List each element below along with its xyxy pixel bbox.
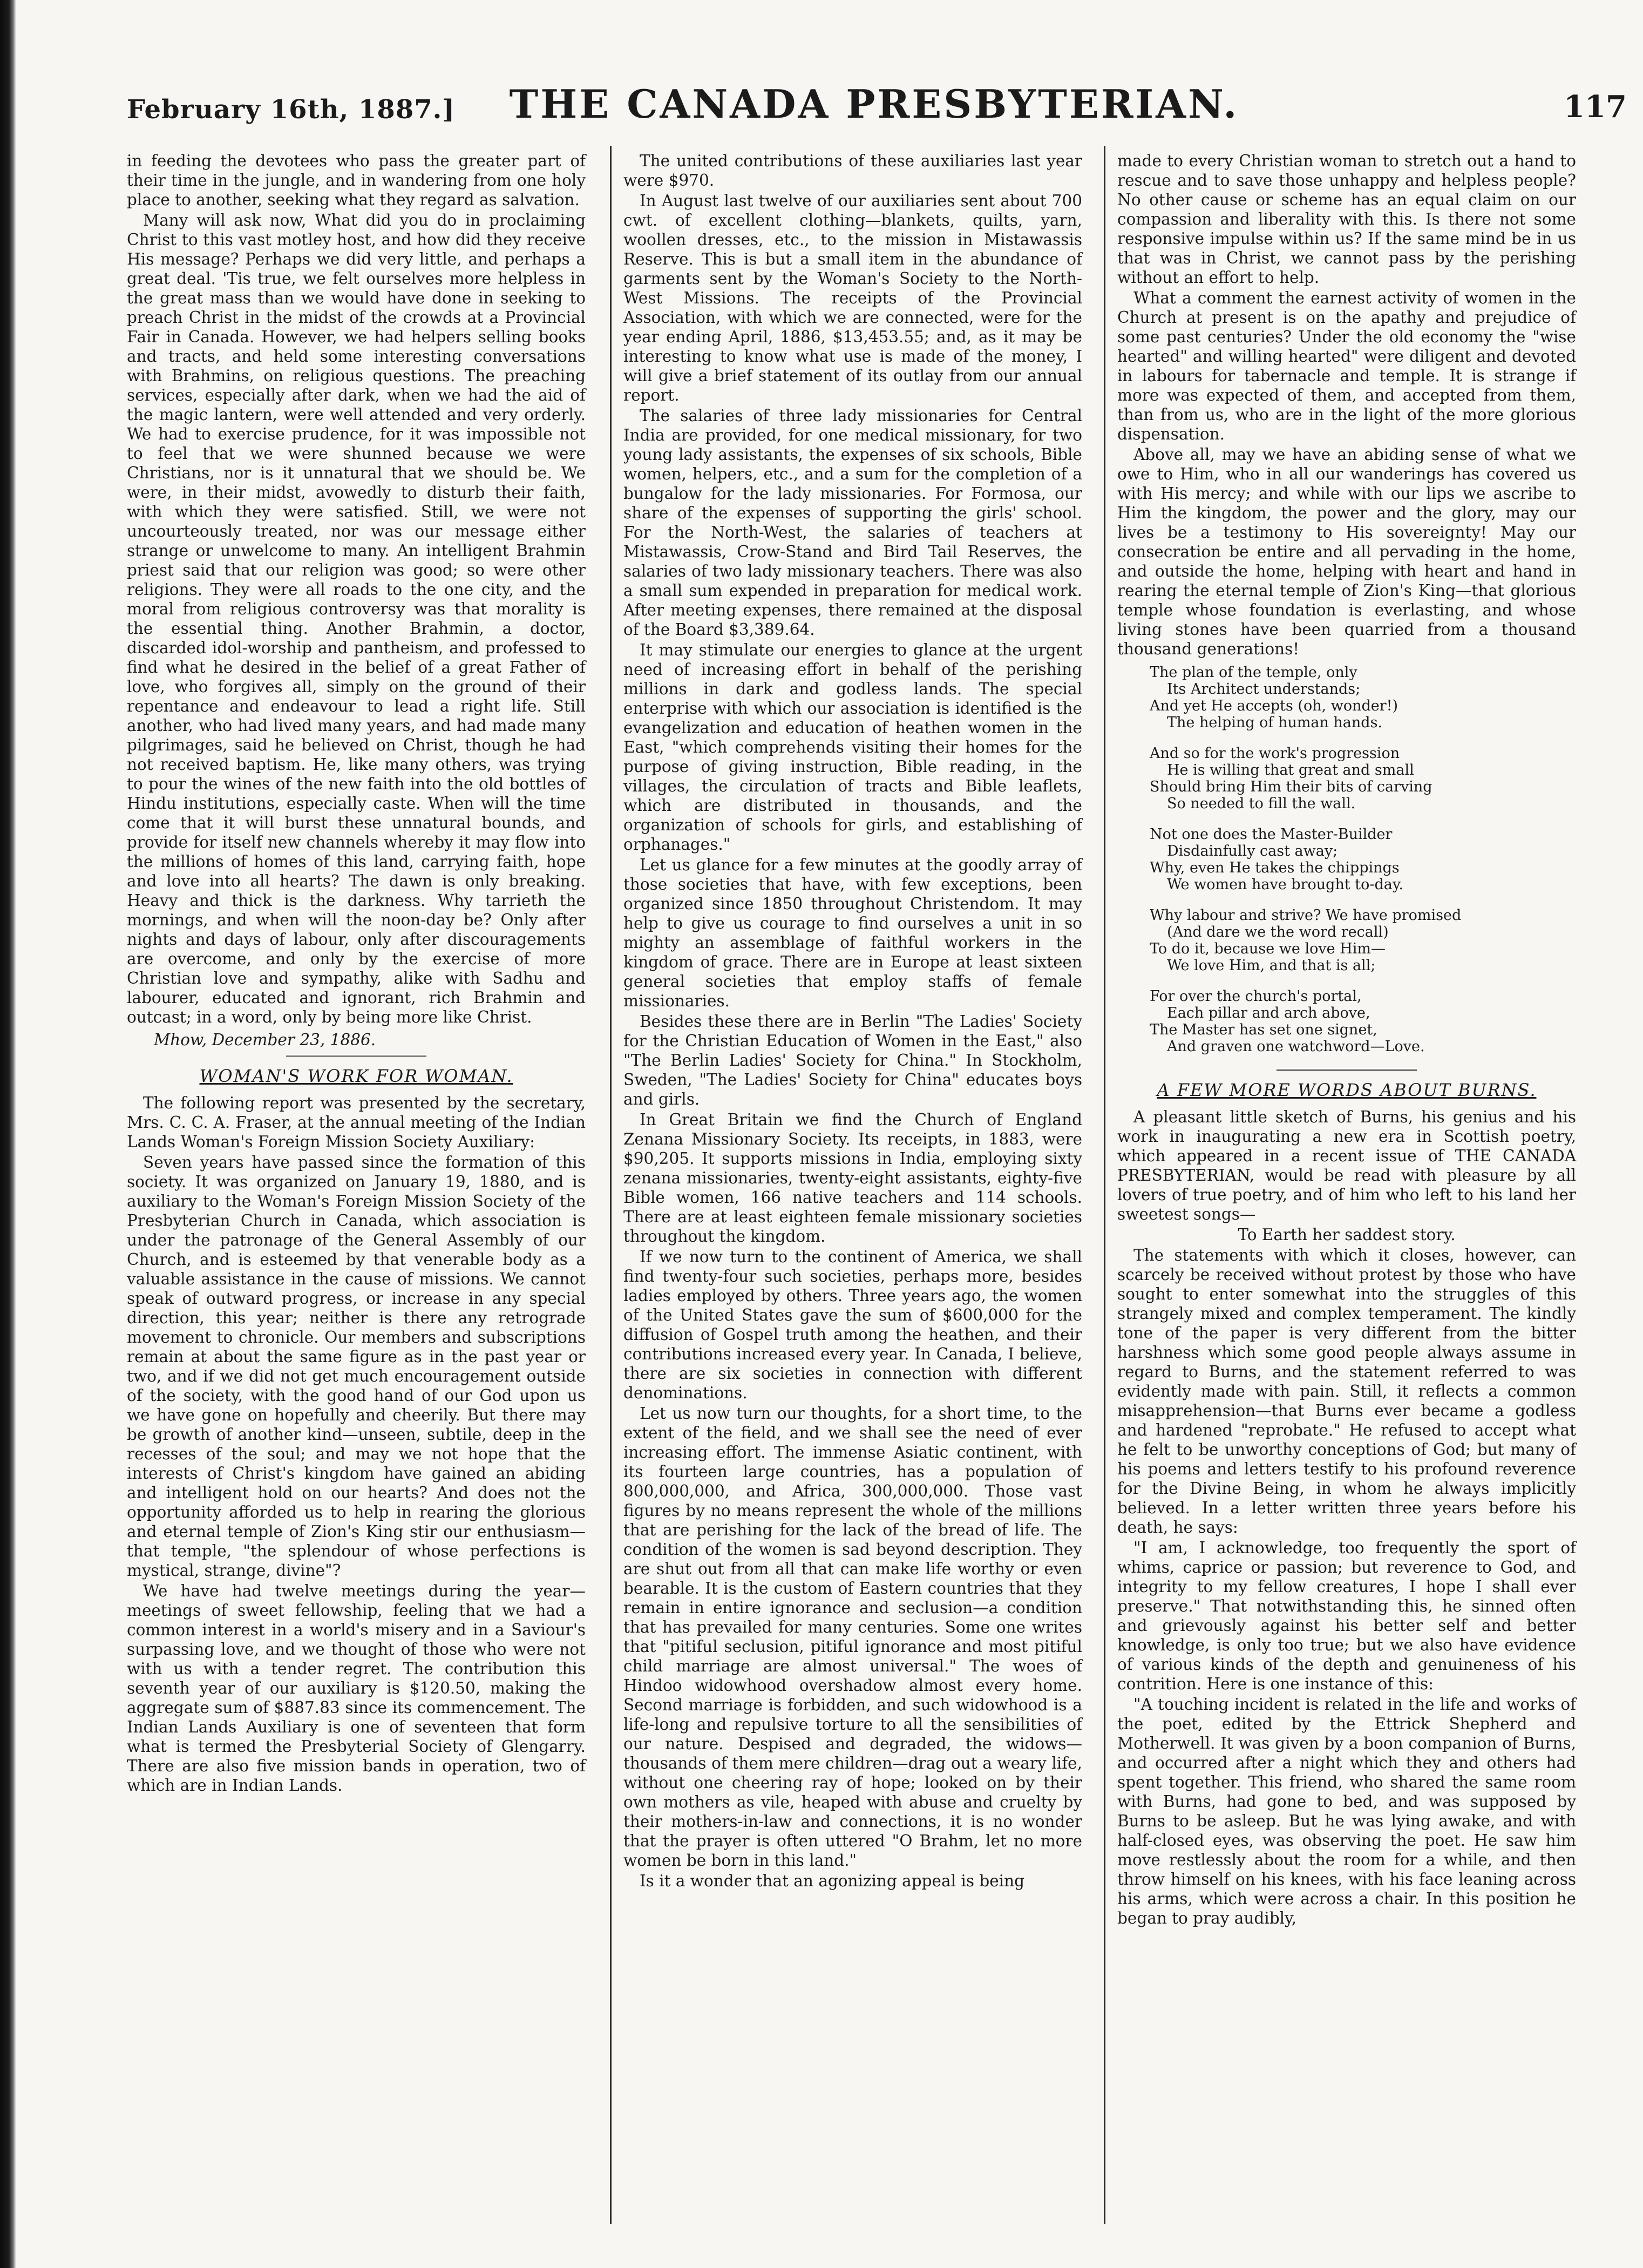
poem-line: Why labour and strive? We have promised — [1150, 907, 1462, 924]
issue-date: February 16th, 1887.] — [127, 94, 456, 125]
article-heading: A FEW MORE WORDS ABOUT BURNS. — [1157, 1080, 1537, 1100]
paragraph: We have had twelve meetings during the year—meetings of sweet fellowship, feeling that we had a common interest in a world's misery and in a Saviour's surpassing love, and we thought of those who were not with us with a tender regret. The contribution this seventh year of our auxiliary is $120.50, making the aggregate sum of $887.83 since its commencement. The Indian Lands Auxiliary is one of seventeen that form what is termed the Presbyterial Society of Glengarry. There are also five mission bands in operation, two of which are in Indian Lands. — [127, 1582, 586, 1795]
column-1 — [127, 151, 586, 1796]
paragraph: Besides these there are in Berlin "The Ladies' Society for the Christian Education of Women in the East," also "The Berlin Ladies' Society for China." In Stockholm, Sweden, "The Ladies' Society for China" educates boys and girls. — [623, 1012, 1082, 1108]
poem — [1150, 664, 1576, 1055]
paragraph: made to every Christian woman to stretch out a hand to rescue and to save those unhappy and helpless people? No other cause or scheme has an equal claim on our compassion and liberality with this. Is there not some responsive impulse within us? If the same mind be in us that was in Christ, we cannot pass by the perishing without an effort to help. — [1117, 152, 1576, 287]
paragraph: Many will ask now, What did you do in proclaiming Christ to this vast motley host, and how did they receive His message? Perhaps we did very little, and perhaps a great deal. 'Tis true, we felt ourselves more helpless in the great mass than we would have done in seeking to preach Christ in the midst of the crowds at a Provincial Fair in Canada. However, we had helpers selling books and tracts, and held some interesting conversations with Brahmins, on religious questions. The preaching services, especially after dark, when we had the aid of the magic lantern, were well attended and very orderly. We had to exercise prudence, for it was impossible not to feel that we were shunned because we were Christians, nor is it unnatural that we should be. We were, in their midst, avowedly to disturb their faith, with which they were satisfied. Still, we were not uncourteously treated, nor was our message either strange or unwelcome to many. An intelligent Brahmin priest said that our religion was good; so were other religions. They were all roads to the one city, and the moral from religious controversy was that morality is the essential thing. Another Brahmin, a doctor, discarded idol-worship and pantheism, and professed to find what he desired in the belief of a great Father of love, who forgives all, simply on the ground of their repentance and endeavour to lead a right life. Still another, who had lived many years, and had made many pilgrimages, said he believed on Christ, though he had not received baptism. He, like many others, was trying to pour the wines of the new faith into the old bottles of Hindu institutions, especially caste. When will the time come that it will burst these unnatural bounds, and provide for itself new channels whereby it may flow into the millions of homes of this land, carrying faith, hope and love into all hearts? The dawn is only breaking. Heavy and thick is the darkness. Why tarrieth the mornings, and when will the noon-day be? Only after nights and days of labour, only after discouragements are overcome, and only by the exercise of more Christian love and sympathy, alike with Sadhu and labourer, educated and ignorant, rich Brahmin and outcast; in a word, only by being more like Christ. — [127, 211, 586, 1026]
poem-stanza — [1150, 745, 1576, 812]
paragraph: It may stimulate our energies to glance at the urgent need of increasing effort in behalf of the perishing millions in dark and godless lands. The special enterprise with which our association is identified is the evangelization and education of heathen women in the East, "which comprehends visiting their homes for the purpose of giving instruction, Bible reading, in the villages, the circulation of tracts and Bible leaflets, which are distributed in thousands, and the organization of schools for girls, and establishing of orphanages." — [623, 641, 1082, 854]
paragraph: A pleasant little sketch of Burns, his genius and his work in inaugurating a new era in Scottish poetry, which appeared in a recent issue of THE CANADA PRESBYTERIAN, would be read with pleasure by all lovers of true poetry, and of him who left to his land her sweetest songs— — [1117, 1108, 1576, 1223]
paragraph: Is it a wonder that an agonizing appeal is being — [640, 1872, 1024, 1890]
poem-line: Should bring Him their bits of carving — [1150, 778, 1432, 795]
poem-stanza — [1150, 907, 1576, 974]
poem-line: Each pillar and arch above, — [1167, 1005, 1370, 1021]
column-3 — [1117, 151, 1576, 1929]
paragraph: What a comment the earnest activity of women in the Church at present is on the apathy and prejudice of some past centuries? Under the old economy the "wise hearted" and willing hearted" were diligent and devoted in labours for tabernacle and temple. It is strange if more was expected of them, and accepted from them, than from us, who are in the light of the more glorious dispensation. — [1117, 289, 1576, 443]
newspaper-title: THE CANADA PRESBYTERIAN. — [509, 81, 1239, 127]
page-binding-edge — [0, 0, 16, 2268]
column-rule — [610, 146, 612, 2224]
poem-line: The helping of human hands. — [1167, 714, 1383, 731]
page-header — [127, 81, 1643, 140]
poem-stanza — [1150, 664, 1576, 731]
poem-line: We love Him, and that is all; — [1167, 957, 1376, 974]
paragraph: In Great Britain we find the Church of England Zenana Missionary Society. Its receipts, in 1883, were $90,205. It supports missions in India, employing sixty zenana missionaries, twenty-eight assistants, eighty-five Bible women, 166 native teachers and 114 schools. There are at least eighteen female missionary societies throughout the kingdom. — [623, 1111, 1082, 1245]
paragraph: The statements with which it closes, however, can scarcely be received without protest by those who have sought to enter somewhat into the struggles of this strangely mixed and complex temperament. The kindly tone of the paper is very different from the bitter harshness which some good people always assume in regard to Burns, and the statement referred to was evidently made with pain. Still, it reflects a common misapprehension—that Burns ever became a godless and hardened "reprobate." He refused to accept what he felt to be unworthy conceptions of God; but many of his poems and letters testify to his profound reverence for the Divine Being, in whom he always implicitly believed. In a letter written three years before his death, he says: — [1117, 1246, 1576, 1536]
paragraph: The following report was presented by the secretary, Mrs. C. C. A. Fraser, at the annual meeting of the Indian Lands Woman's Foreign Mission Society Auxiliary: — [127, 1094, 586, 1151]
poem-stanza — [1150, 826, 1576, 893]
poem-line: Why, even He takes the chippings — [1150, 859, 1400, 876]
paragraph: Seven years have passed since the formation of this society. It was organized on January 19, 1880, and is auxiliary to the Woman's Foreign Mission Society of the Presbyterian Church in Canada, which association is under the patronage of the General Assembly of our Church, and is esteemed by that venerable body as a valuable assistance in the cause of missions. We cannot speak of outward progress, or increase in any special direction, this year; neither is there any retrograde movement to chronicle. Our members and subscriptions remain at about the same figure as in the past year or two, and if we did not get much encouragement outside of the society, with the good hand of our God upon us we have gone on hopefully and cheerily. But there may be growth of another kind—unseen, subtile, deep in the recesses of the soul; and may we not hope that the interests of Christ's kingdom have gained an abiding and intelligent hold on our hearts? And does not the opportunity afforded us to help in rearing the glorious and eternal temple of Zion's King stir our enthusiasm—that temple, "the splendour of whose perfections is mystical, strange, divine"? — [127, 1153, 586, 1580]
poem-line: And so for the work's progression — [1150, 745, 1400, 762]
poem-line: For over the church's portal, — [1150, 988, 1362, 1005]
section-divider — [1277, 1069, 1417, 1071]
paragraph: The salaries of three lady missionaries for Central India are provided, for one medical missionary, for two young lady assistants, the expenses of six schools, Bible women, helpers, etc., and a sum for the completion of a bungalow for the lady missionaries. For Formosa, our share of the expenses of supporting the girls' school. For the North-West, the salaries of teachers at Mistawassis, Crow-Stand and Bird Tail Reserves, the salaries of two lady missionary teachers. There was also a small sum expended in preparation for medical work. After meeting expenses, there remained at the disposal of the Board $3,389.64. — [623, 407, 1082, 639]
paragraph: in feeding the devotees who pass the greater part of their time in the jungle, and in wandering from one holy place to another, seeking what they regard as salvation. — [127, 152, 586, 209]
poem-line: He is willing that great and small — [1167, 762, 1414, 778]
poem-line: The plan of the temple, only — [1150, 664, 1357, 681]
article-heading: WOMAN'S WORK FOR WOMAN. — [199, 1066, 513, 1086]
section-divider — [286, 1055, 426, 1057]
poem-line: And yet He accepts (oh, wonder!) — [1150, 698, 1398, 714]
page-number: 117 — [1564, 89, 1627, 125]
poem-line: Disdainfully cast away; — [1167, 843, 1338, 859]
poem-line: The Master has set one signet, — [1150, 1021, 1377, 1038]
paragraph: The united contributions of these auxiliaries last year were $970. — [623, 152, 1082, 189]
poem-line: We women have brought to-day. — [1167, 876, 1404, 893]
column-rule — [1104, 146, 1105, 2224]
paragraph: Above all, may we have an abiding sense of what we owe to Him, who in all our wanderings has covered us with His mercy; and while with our lips we ascribe to Him the kingdom, the power and the glory, may our lives be a testimony to His sovereignty! May our consecration be entire and all pervading in the home, and outside the home, helping with heart and hand in rearing the eternal temple of Zion's King—that glorious temple whose foundation is everlasting, and whose living stones have been quarried from a thousand thousand generations! — [1117, 445, 1576, 658]
poem-line: Its Architect understands; — [1167, 681, 1361, 698]
paragraph: Let us now turn our thoughts, for a short time, to the extent of the field, and we shall see the need of ever increasing effort. The immense Asiatic continent, with its fourteen large countries, has a population of 800,000,000, and Africa, 300,000,000. Those vast figures by no means represent the whole of the millions that are perishing for the lack of the bread of life. The condition of the women is sad beyond description. They are shut out from all that can make life worthy or even bearable. It is the custom of Eastern countries that they remain in entire ignorance and seclusion—a condition that has prevailed for many centuries. Some one writes that "pitiful seclusion, pitiful ignorance and most pitiful child marriage are almost universal." The woes of Hindoo widowhood overshadow almost every home. Second marriage is forbidden, and such widowhood is a life-long and repulsive torture to all the sensibilities of our nature. Despised and degraded, the widows—thousands of them mere children—drag out a weary life, without one cheering ray of hope; looked on by their own mothers as vile, heaped with abuse and cruelty by their mothers-in-law and connections, it is no wonder that the prayer is often uttered "O Brahm, let no more women be born in this land." — [623, 1404, 1082, 1870]
poem-stanza — [1150, 988, 1576, 1055]
paragraph: In August last twelve of our auxiliaries sent about 700 cwt. of excellent clothing—blankets, quilts, yarn, woollen dresses, etc., to the mission in Mistawassis Reserve. This is but a small item in the abundance of garments sent by the Woman's Society to the North-West Missions. The receipts of the Provincial Association, with which we are connected, were for the year ending April, 1886, $13,453.55; and, as it may be interesting to know what use is made of the money, I will give a brief statement of its outlay from our annual report. — [623, 192, 1082, 404]
paragraph: Let us glance for a few minutes at the goodly array of those societies that have, with few exceptions, been organized since 1850 throughout Christendom. It may help to give us courage to find ourselves a unit in so mighty an assemblage of faithful workers in the kingdom of grace. There are in Europe at least sixteen general societies that employ staffs of female missionaries. — [623, 856, 1082, 1010]
poem-line: Not one does the Master-Builder — [1150, 826, 1393, 843]
poem-line: So needed to fill the wall. — [1167, 795, 1356, 812]
poem-line: (And dare we the word recall) — [1167, 924, 1389, 940]
poem-line: To do it, because we love Him— — [1150, 940, 1386, 957]
paragraph: "I am, I acknowledge, too frequently the sport of whims, caprice or passion; but reverence to God, and integrity to my fellow creatures, I hope I shall ever preserve." That notwithstanding this, he sinned often and grievously against his better self and better knowledge, is only too true; but we also have evidence of various kinds of the depth and genuineness of his contrition. Here is one instance of this: — [1117, 1539, 1576, 1693]
paragraph: If we now turn to the continent of America, we shall find twenty-four such societies, perhaps more, besides ladies employed by others. Three years ago, the women of the United States gave the sum of $600,000 for the diffusion of Gospel truth among the heathen, and their contributions increased every year. In Canada, I believe, there are six societies in connection with different denominations. — [623, 1248, 1082, 1402]
quoted-line: To Earth her saddest story. — [1238, 1226, 1456, 1244]
paragraph: "A touching incident is related in the life and works of the poet, edited by the Ettrick Shepherd and Motherwell. It was given by a boon companion of Burns, and occurred after a night which they and others had spent together. This friend, who shared the same room with Burns, had gone to bed, and was supposed by Burns to be asleep. But he was lying awake, and with half-closed eyes, was observing the poet. He saw him move restlessly about the room for a while, and then throw himself on his knees, with his face leaning across his arms, which were across a chair. In this position he began to pray audibly, — [1117, 1695, 1576, 1927]
poem-line: And graven one watchword—Love. — [1167, 1038, 1425, 1055]
dateline: Mhow, December 23, 1886. — [154, 1031, 376, 1049]
column-2 — [623, 151, 1082, 1892]
